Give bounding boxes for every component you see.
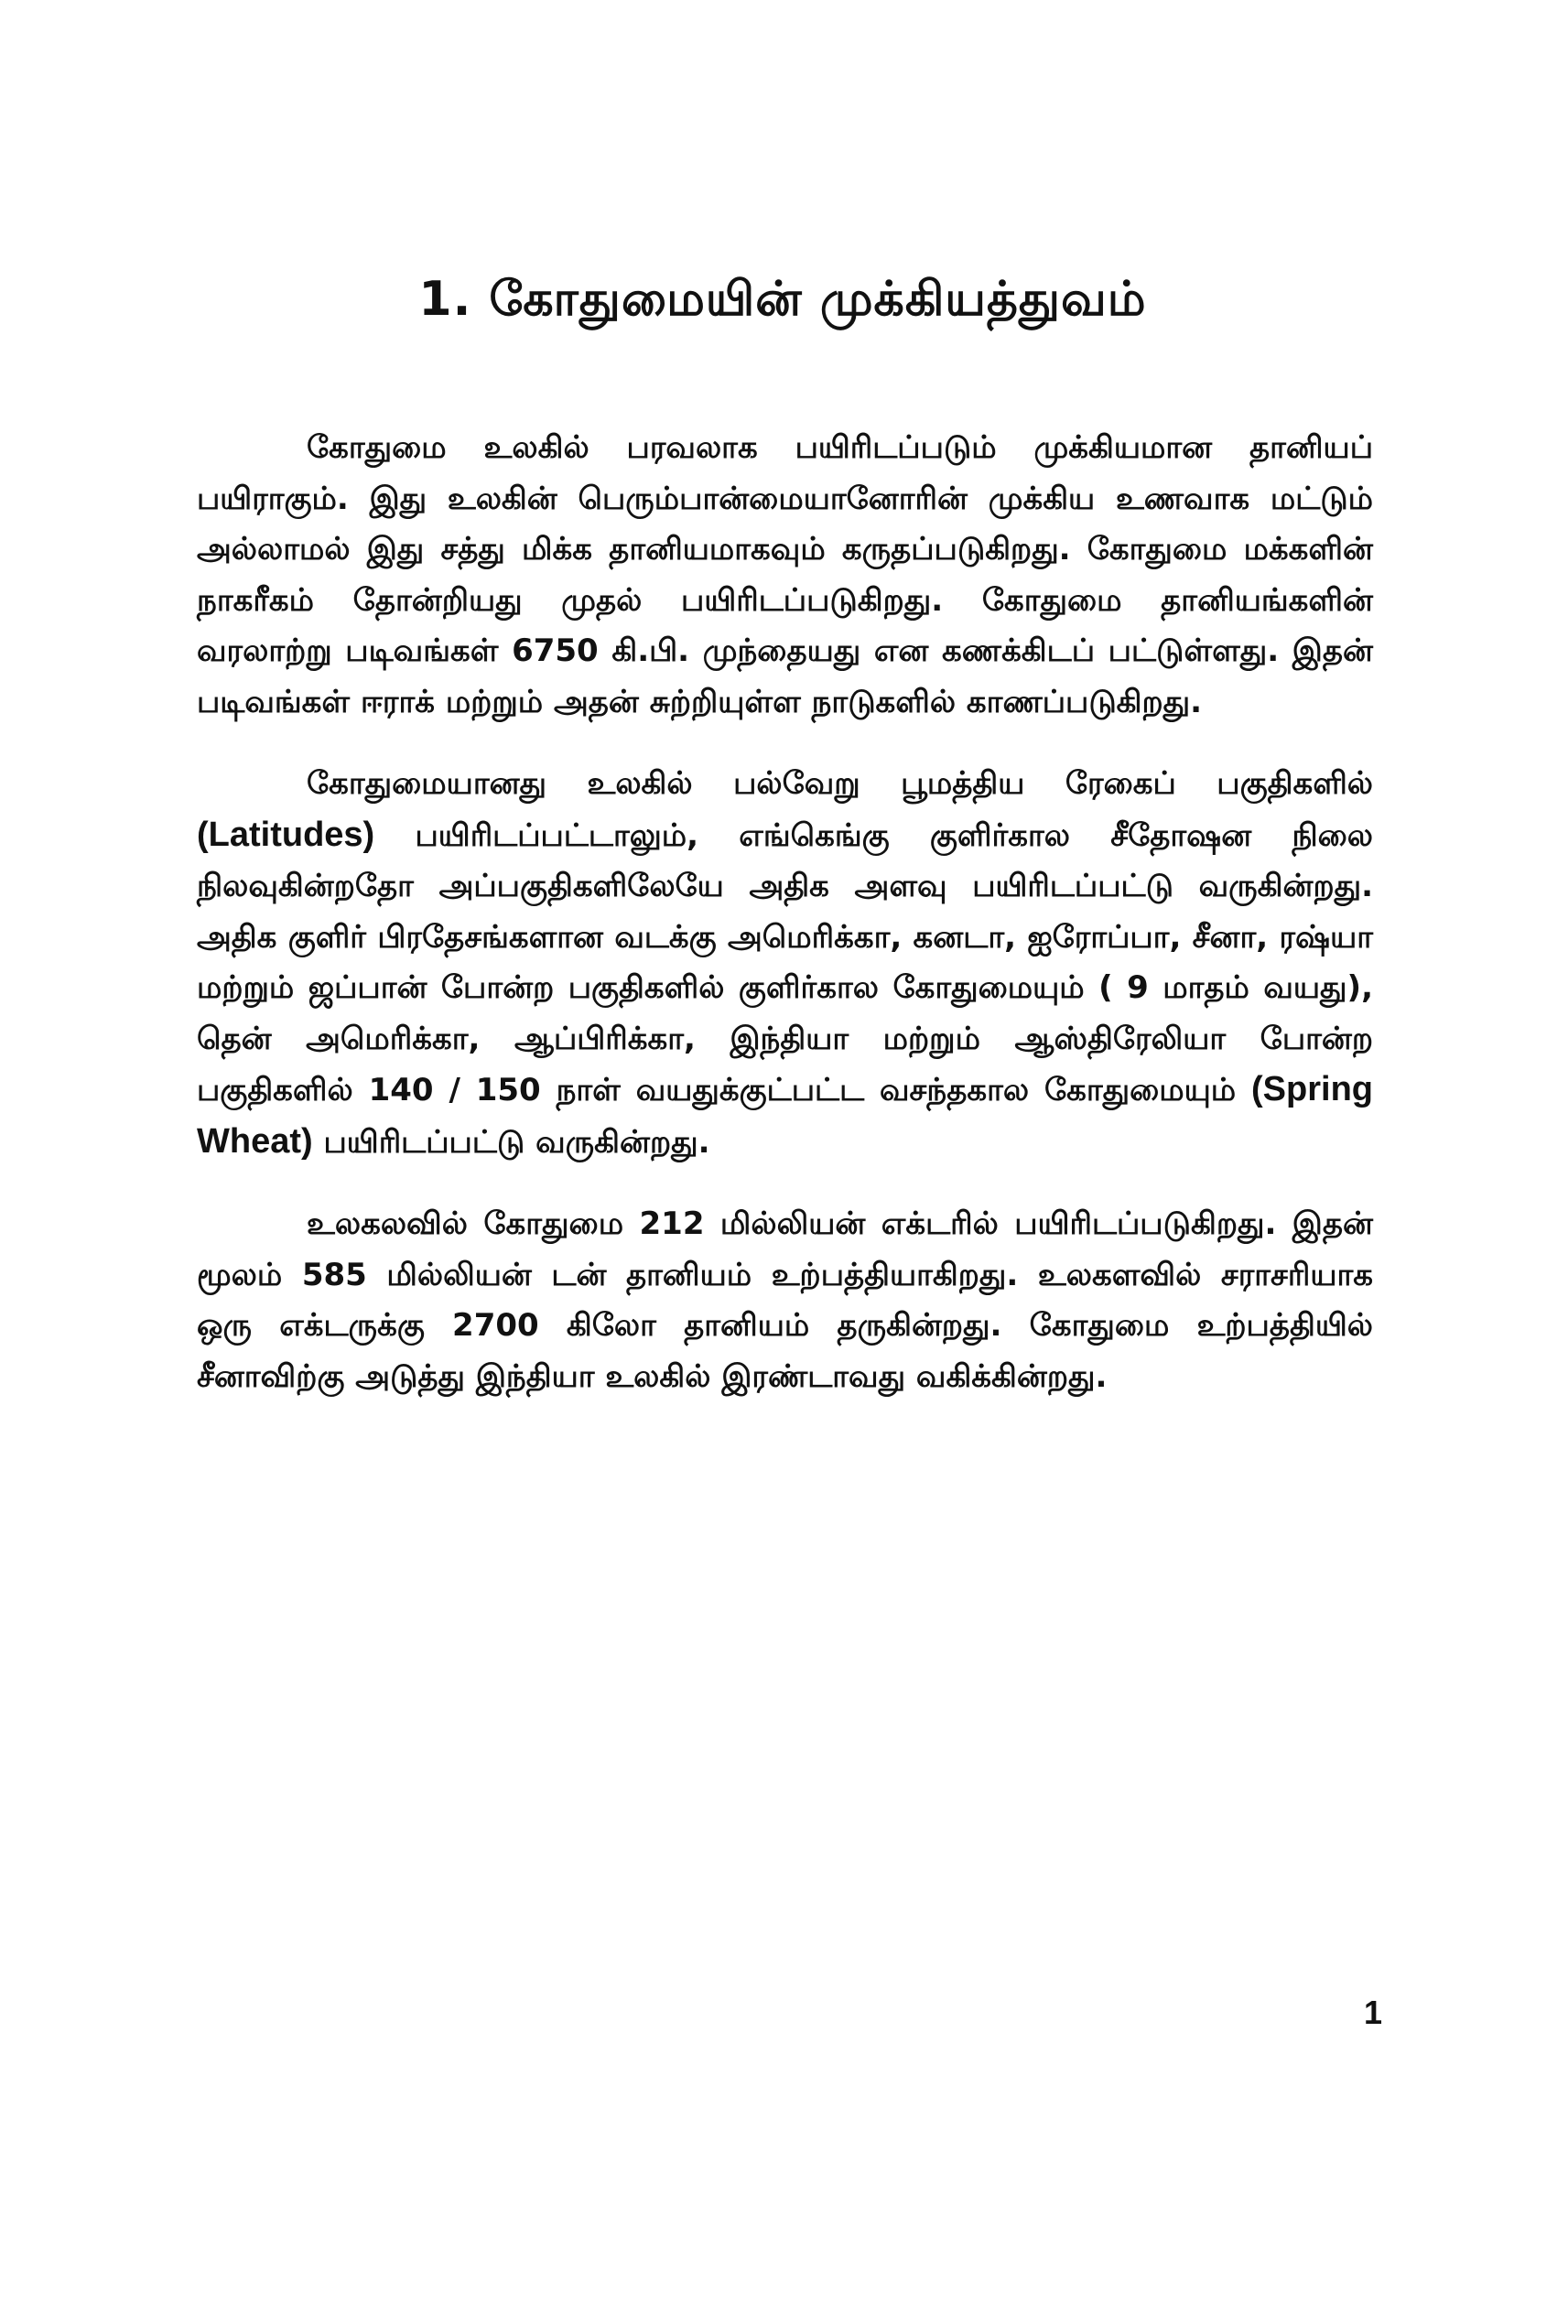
body-text	[197, 423, 1373, 1433]
paragraph-2	[197, 759, 1373, 1168]
paragraph-1: கோதுமை உலகில் பரவலாக பயிரிடப்படும் முக்கியமான தானியப் பயிராகும். இது உலகின் பெரும்பான்மையானோரின் முக்கிய உணவாக மட்டும் அல்லாமல் இது சத்து மிக்க தானியமாகவும் கருதப்படுகிறது. கோதுமை மக்களின் நாகரீகம் தோன்றியது முதல் பயிரிடப்படுகிறது. கோதுமை தானியங்களின் வரலாற்று படிவங்கள் 6750 கி.பி. முந்தையது என கணக்கிடப் பட்டுள்ளது. இதன் படிவங்கள் ஈராக் மற்றும் அதன் சுற்றியுள்ள நாடுகளில் காணப்படுகிறது.	[197, 429, 1373, 720]
chapter-title: 1. கோதுமையின் முக்கியத்துவம்	[418, 272, 1147, 327]
spring-wheat-term: (Spring Wheat)	[197, 1070, 1373, 1161]
paragraph-2-part-1: கோதுமையானது உலகில் பல்வேறு பூமத்திய ரேகைப் பகுதிகளில்	[307, 765, 1373, 802]
paragraph-3: உலகலவில் கோதுமை 212 மில்லியன் எக்டரில் பயிரிடப்படுகிறது. இதன் மூலம் 585 மில்லியன் டன் தானியம் உற்பத்தியாகிறது. உலகளவில் சராசரியாக ஒரு எக்டருக்கு 2700 கிலோ தானியம் தருகின்றது. கோதுமை உற்பத்தியில் சீனாவிற்கு அடுத்து இந்தியா உலகில் இரண்டாவது வகிக்கின்றது.	[197, 1205, 1373, 1395]
latitudes-term: (Latitudes)	[197, 815, 375, 854]
page-number: 1	[1364, 1994, 1383, 2031]
paragraph-2-part-2: பயிரிடப்பட்டாலும், எங்கெங்கு குளிர்கால சீதோஷன நிலை நிலவுகின்றதோ அப்பகுதிகளிலேயே அதிக அளவு பயிரிடப்பட்டு வருகின்றது. அதிக குளிர் பிரதேசங்களான வடக்கு அமெரிக்கா, கனடா, ஐரோப்பா, சீனா, ரஷ்யா மற்றும் ஜப்பான் போன்ற பகுதிகளில் குளிர்கால கோதுமையும் ( 9 மாதம் வயது), தென் அமெரிக்கா, ஆப்பிரிக்கா, இந்தியா மற்றும் ஆஸ்திரேலியா போன்ற பகுதிகளில் 140 / 150 நாள் வயதுக்குட்பட்ட வசந்தகால கோதுமையும்	[197, 816, 1373, 1108]
paragraph-2-part-3: பயிரிடப்பட்டு வருகின்றது.	[312, 1123, 710, 1161]
